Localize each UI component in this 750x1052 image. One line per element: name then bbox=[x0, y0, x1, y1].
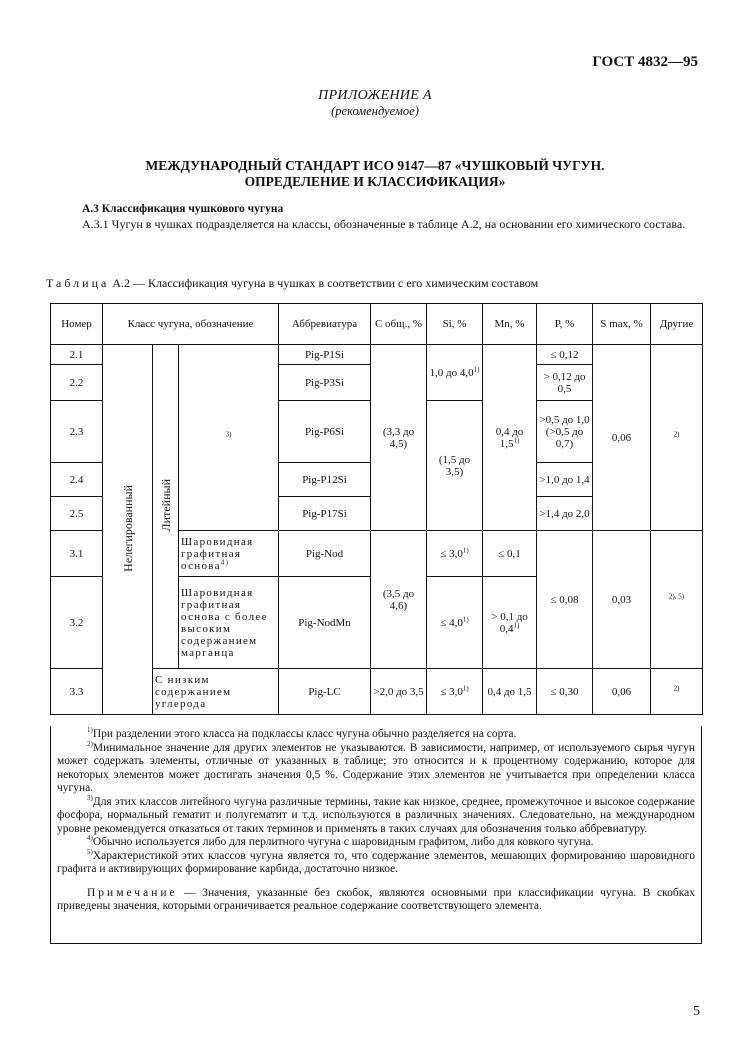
footnote-1-text: При разделении этого класса на подклассы класс чугуна обычно разделяется на сорта. bbox=[92, 728, 517, 740]
table-note-label: Примечание bbox=[87, 886, 178, 899]
row-abbr: Pig-Nod bbox=[279, 531, 371, 577]
header-class: Класс чугуна, обозначение bbox=[103, 304, 279, 345]
row-si-note: 1) bbox=[462, 614, 469, 623]
row-abbr: Pig-NodMn bbox=[279, 577, 371, 669]
group3-s: 0,03 bbox=[593, 531, 651, 669]
row-mn bbox=[483, 577, 537, 669]
footnote-2-text: Минимальное значение для других элементов не указываются. В зависимости, например, от используемого сырья чугун может содержать элементы, отличные от указанных в таблице; это относится и к процентному содержанию, которое для некоторых элементов может достигать значения 0,5 %. Содержание этих элементов не учитывается при определении класса чугуна. bbox=[57, 741, 695, 794]
footnote-5-text: Характеристикой этих классов чугуна является то, что содержание элементов, мешающих формированию шаровидного графита и активирующих формирование карбида, достаточно низкое. bbox=[57, 849, 695, 875]
standard-title-line-2: ОПРЕДЕЛЕНИЕ И КЛАССИФИКАЦИЯ» bbox=[244, 174, 506, 189]
footnote-3-text: Для этих классов литейного чугуна различные термины, такие как низкое, среднее, промежуточное и высокое содержание фосфора, нормальный гематит и полугематит и т.д. используются в различных значениях. Следовательно, на международном уровне рекомендуется отказаться от таких терминов и применять в таких случаях для обозначения только аббревиатуру. bbox=[57, 795, 695, 835]
standard-title-line-1: МЕЖДУНАРОДНЫЙ СТАНДАРТ ИСО 9147—87 «ЧУШКОВЫЙ ЧУГУН. bbox=[145, 158, 605, 173]
footnote-2-mark: 2) bbox=[87, 739, 93, 748]
footnote-4 bbox=[57, 836, 695, 850]
row-abbr: Pig-LC bbox=[279, 669, 371, 715]
row-abbr: Pig-P3Si bbox=[279, 365, 371, 401]
row-number: 3.2 bbox=[51, 577, 103, 669]
group-cast-label: Литейный bbox=[158, 478, 173, 532]
row-s: 0,06 bbox=[593, 669, 651, 715]
footnote-4-mark: 4) bbox=[87, 834, 93, 843]
row-c: >2,0 до 3,5 bbox=[371, 669, 427, 715]
row-class-note: 4) bbox=[220, 557, 230, 566]
row-mn-value: > 0,1 до 0,4 bbox=[491, 610, 528, 635]
row-p: > 0,12 до 0,5 bbox=[537, 365, 593, 401]
group3-c: (3,5 до 4,6) bbox=[371, 531, 427, 669]
row-si bbox=[427, 669, 483, 715]
header-c: С общ., % bbox=[371, 304, 427, 345]
group2-class-note: 3) bbox=[225, 429, 232, 438]
header-nomer: Номер bbox=[51, 304, 103, 345]
appendix-subtitle: (рекомендуемое) bbox=[331, 104, 419, 118]
row-abbr: Pig-P6Si bbox=[279, 401, 371, 463]
row-si-note: 1) bbox=[462, 683, 469, 692]
group2-si-a-value: 1,0 до 4,0 bbox=[429, 366, 474, 379]
group3-p: ≤ 0,08 bbox=[537, 531, 593, 669]
group2-class-cell bbox=[179, 345, 279, 531]
classification-table bbox=[50, 303, 703, 715]
footnote-4-text: Обычно используется либо для перлитного чугуна с шаровидным графитом, либо для ковкого чугуна. bbox=[92, 836, 594, 848]
row-si bbox=[427, 531, 483, 577]
row-abbr: Pig-P17Si bbox=[279, 497, 371, 531]
row-p: ≤ 0,30 bbox=[537, 669, 593, 715]
footnotes-box bbox=[50, 726, 702, 944]
row-class: Шаровидная графитная основа с более высоким содержанием марганца bbox=[179, 577, 279, 669]
row-si-value: ≤ 4,0 bbox=[440, 616, 463, 629]
row-class-text: Шаровидная графитная основа bbox=[181, 535, 254, 572]
row-number: 2.4 bbox=[51, 463, 103, 497]
row-mn: ≤ 0,1 bbox=[483, 531, 537, 577]
header-mn: Mn, % bbox=[483, 304, 537, 345]
row-mn-note: 1) bbox=[513, 620, 520, 629]
footnote-5-mark: 5) bbox=[87, 847, 93, 856]
row-si-note: 1) bbox=[462, 545, 469, 554]
table-header-row bbox=[51, 304, 703, 345]
row-other bbox=[651, 669, 703, 715]
footnote-3 bbox=[57, 793, 695, 837]
table-note bbox=[57, 887, 695, 914]
row-si-value: ≤ 3,0 bbox=[440, 547, 463, 560]
row-abbr: Pig-P1Si bbox=[279, 345, 371, 365]
table-caption-label: Таблица bbox=[46, 276, 110, 290]
group-cast-cell bbox=[153, 345, 179, 669]
row-abbr: Pig-P12Si bbox=[279, 463, 371, 497]
header-si: Si, % bbox=[427, 304, 483, 345]
row-p: >0,5 до 1,0 (>0,5 до 0,7) bbox=[537, 401, 593, 463]
row-class bbox=[179, 531, 279, 577]
group2-mn-note: 1) bbox=[513, 435, 520, 444]
group2-other-note: 2) bbox=[673, 429, 680, 438]
table-caption-text: А.2 — Классификация чугуна в чушках в соответствии с его химическим составом bbox=[109, 276, 539, 290]
document-code: ГОСТ 4832—95 bbox=[592, 54, 698, 70]
group2-s: 0,06 bbox=[593, 345, 651, 531]
group2-si-b: (1,5 до 3,5) bbox=[427, 401, 483, 531]
row-mn: 0,4 до 1,5 bbox=[483, 669, 537, 715]
row-class: С низким содержанием углерода bbox=[153, 669, 279, 715]
row-p: >1,0 до 1,4 bbox=[537, 463, 593, 497]
footnote-2 bbox=[57, 739, 695, 796]
header-s: S max, % bbox=[593, 304, 651, 345]
group2-mn bbox=[483, 345, 537, 531]
row-number: 2.5 bbox=[51, 497, 103, 531]
row-number: 2.1 bbox=[51, 345, 103, 365]
table-note-text: — Значения, указанные без скобок, являются основными при классификации чугуна. В скобках приведены значения, которыми ограничивается реальное содержание соответствующего элемента. bbox=[57, 886, 695, 912]
row-si-value: ≤ 3,0 bbox=[440, 685, 463, 698]
group-nonalloy-label: Нелегированный bbox=[120, 484, 135, 572]
appendix-title: ПРИЛОЖЕНИЕ А bbox=[318, 88, 432, 103]
header-p: P, % bbox=[537, 304, 593, 345]
section-heading: А.3 Классификация чушкового чугуна bbox=[82, 203, 284, 215]
group2-si-a-note: 1) bbox=[473, 364, 480, 373]
group2-si-a bbox=[427, 345, 483, 401]
row-number: 2.3 bbox=[51, 401, 103, 463]
footnote-5 bbox=[57, 847, 695, 877]
page-number: 5 bbox=[693, 1004, 700, 1019]
footnote-1-mark: 1) bbox=[87, 726, 93, 735]
row-si bbox=[427, 577, 483, 669]
section-paragraph: А.3.1 Чугун в чушках подразделяется на классы, обозначенные в таблице А.2, на основании его химического состава. bbox=[82, 217, 686, 231]
group-nonalloy-cell bbox=[103, 345, 153, 715]
row-p: ≤ 0,12 bbox=[537, 345, 593, 365]
standard-title bbox=[60, 158, 690, 190]
group3-other bbox=[651, 531, 703, 669]
header-abbr: Аббревиатура bbox=[279, 304, 371, 345]
row-p: >1,4 до 2,0 bbox=[537, 497, 593, 531]
row-number: 3.1 bbox=[51, 531, 103, 577]
group2-mn-value: 0,4 до 1,5 bbox=[495, 425, 524, 450]
row-number: 2.2 bbox=[51, 365, 103, 401]
group3-other-note: 2), 5) bbox=[668, 591, 685, 600]
header-other: Другие bbox=[651, 304, 703, 345]
row-other-note: 2) bbox=[673, 683, 680, 692]
row-number: 3.3 bbox=[51, 669, 103, 715]
group2-c: (3,3 до 4,5) bbox=[371, 345, 427, 531]
footnote-3-mark: 3) bbox=[87, 793, 93, 802]
table-row bbox=[51, 345, 703, 365]
table-caption bbox=[46, 276, 538, 291]
footnote-1 bbox=[57, 728, 695, 742]
group2-other bbox=[651, 345, 703, 531]
